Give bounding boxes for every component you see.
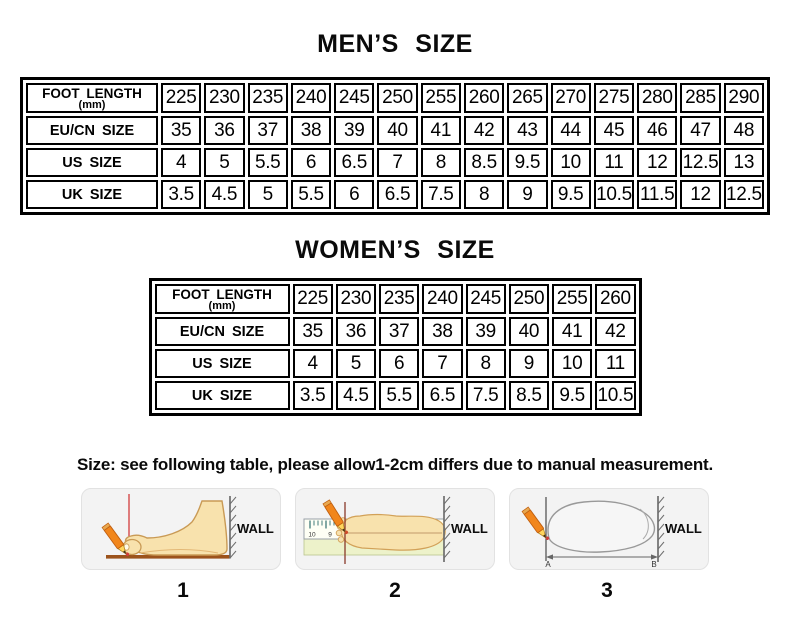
row-label: EU/CN SIZE <box>26 116 158 145</box>
womens-size-table <box>149 278 642 416</box>
measure-line <box>546 554 658 559</box>
mens-size-title: MEN’S SIZE <box>317 30 473 58</box>
size-cell: 255 <box>421 83 461 113</box>
size-cell: 235 <box>379 284 419 314</box>
size-cell: 13 <box>724 148 764 177</box>
size-cell: 230 <box>336 284 376 314</box>
size-cell: 5.5 <box>248 148 288 177</box>
wall-label: WALL <box>237 521 274 536</box>
measure-step1-illustration <box>82 489 280 569</box>
size-cell: 265 <box>507 83 547 113</box>
size-cell: 225 <box>293 284 333 314</box>
measure-step2-illustration <box>296 489 494 569</box>
size-cell: 4 <box>161 148 201 177</box>
foot-top-icon <box>336 515 445 551</box>
point-a-label: A <box>545 560 551 569</box>
size-cell: 245 <box>466 284 506 314</box>
row-label: US SIZE <box>155 349 290 378</box>
size-cell: 42 <box>595 317 635 346</box>
size-cell: 7.5 <box>421 180 461 209</box>
size-cell: 37 <box>248 116 288 145</box>
size-cell: 38 <box>422 317 462 346</box>
measure-steps <box>0 488 790 570</box>
wall-label: WALL <box>665 521 702 536</box>
row-label: EU/CN SIZE <box>155 317 290 346</box>
size-cell: 6.5 <box>377 180 417 209</box>
size-cell: 48 <box>724 116 764 145</box>
size-cell: 240 <box>291 83 331 113</box>
size-cell: 290 <box>724 83 764 113</box>
step1-number: 1 <box>177 579 189 602</box>
size-cell: 36 <box>336 317 376 346</box>
size-cell: 11.5 <box>637 180 677 209</box>
size-cell: 8 <box>466 349 506 378</box>
size-cell: 12 <box>637 148 677 177</box>
size-cell: 35 <box>293 317 333 346</box>
size-cell: 5 <box>248 180 288 209</box>
size-cell: 250 <box>509 284 549 314</box>
wall-label: WALL <box>451 521 488 536</box>
size-cell: 6.5 <box>422 381 462 410</box>
size-cell: 245 <box>334 83 374 113</box>
measurement-note: Size: see following table, please allow1-2cm differs due to manual measurement. <box>76 455 714 474</box>
size-cell: 12 <box>680 180 720 209</box>
row-label: UK SIZE <box>26 180 158 209</box>
wall-hatch-icon <box>230 496 236 559</box>
size-cell: 38 <box>291 116 331 145</box>
size-cell: 41 <box>421 116 461 145</box>
size-cell: 40 <box>377 116 417 145</box>
measure-step1-panel <box>81 488 281 570</box>
size-cell: 4.5 <box>204 180 244 209</box>
size-cell: 47 <box>680 116 720 145</box>
size-cell: 6 <box>379 349 419 378</box>
size-cell: 11 <box>595 349 635 378</box>
step-number-row <box>0 579 790 603</box>
measure-step3-illustration <box>510 489 708 569</box>
size-table-row <box>26 148 764 177</box>
size-cell: 10 <box>551 148 591 177</box>
size-cell: 44 <box>551 116 591 145</box>
size-cell: 9 <box>507 180 547 209</box>
size-cell: 285 <box>680 83 720 113</box>
size-table-row <box>155 381 636 410</box>
size-cell: 42 <box>464 116 504 145</box>
size-cell: 260 <box>464 83 504 113</box>
size-table-row <box>26 83 764 113</box>
size-cell: 37 <box>379 317 419 346</box>
size-cell: 12.5 <box>724 180 764 209</box>
size-table-row <box>155 284 636 314</box>
step3-number: 3 <box>601 579 613 602</box>
size-table-row <box>155 349 636 378</box>
size-cell: 230 <box>204 83 244 113</box>
size-cell: 7 <box>377 148 417 177</box>
size-cell: 260 <box>595 284 635 314</box>
size-cell: 4.5 <box>336 381 376 410</box>
size-cell: 5.5 <box>379 381 419 410</box>
size-cell: 9.5 <box>551 180 591 209</box>
size-cell: 7 <box>422 349 462 378</box>
size-cell: 240 <box>422 284 462 314</box>
size-cell: 5.5 <box>291 180 331 209</box>
size-cell: 45 <box>594 116 634 145</box>
size-cell: 12.5 <box>680 148 720 177</box>
size-cell: 9.5 <box>507 148 547 177</box>
ruler-number: 10 <box>308 531 316 539</box>
womens-size-title: WOMEN’S SIZE <box>295 236 495 264</box>
row-label: UK SIZE <box>155 381 290 410</box>
measure-step2-panel <box>295 488 495 570</box>
row-label: FOOT LENGTH (mm) <box>155 284 290 314</box>
size-cell: 9 <box>509 349 549 378</box>
size-cell: 3.5 <box>293 381 333 410</box>
step2-number: 2 <box>389 579 401 602</box>
size-cell: 280 <box>637 83 677 113</box>
size-cell: 5 <box>204 148 244 177</box>
size-cell: 7.5 <box>466 381 506 410</box>
row-label: FOOT LENGTH (mm) <box>26 83 158 113</box>
size-table-row <box>155 317 636 346</box>
mens-size-table <box>20 77 770 215</box>
size-cell: 6 <box>291 148 331 177</box>
size-cell: 8.5 <box>509 381 549 410</box>
size-cell: 255 <box>552 284 592 314</box>
size-cell: 43 <box>507 116 547 145</box>
size-cell: 9.5 <box>552 381 592 410</box>
size-cell: 10.5 <box>594 180 634 209</box>
size-table-row <box>26 116 764 145</box>
size-cell: 6 <box>334 180 374 209</box>
size-cell: 8 <box>421 148 461 177</box>
size-cell: 41 <box>552 317 592 346</box>
size-cell: 39 <box>334 116 374 145</box>
foot-side-icon <box>123 501 227 555</box>
size-cell: 3.5 <box>161 180 201 209</box>
size-cell: 225 <box>161 83 201 113</box>
size-cell: 8 <box>464 180 504 209</box>
size-cell: 36 <box>204 116 244 145</box>
size-cell: 35 <box>161 116 201 145</box>
row-label: US SIZE <box>26 148 158 177</box>
size-cell: 10 <box>552 349 592 378</box>
size-cell: 235 <box>248 83 288 113</box>
size-cell: 275 <box>594 83 634 113</box>
size-cell: 8.5 <box>464 148 504 177</box>
size-cell: 4 <box>293 349 333 378</box>
size-cell: 270 <box>551 83 591 113</box>
wall-hatch-icon <box>658 496 664 562</box>
size-cell: 11 <box>594 148 634 177</box>
size-cell: 39 <box>466 317 506 346</box>
size-cell: 46 <box>637 116 677 145</box>
measure-step3-panel <box>509 488 709 570</box>
size-cell: 250 <box>377 83 417 113</box>
point-b-label: B <box>651 560 657 569</box>
size-cell: 5 <box>336 349 376 378</box>
ruler-number: 9 <box>328 531 332 539</box>
size-table-row <box>26 180 764 209</box>
size-cell: 6.5 <box>334 148 374 177</box>
foot-outline-icon <box>548 501 654 552</box>
size-cell: 10.5 <box>595 381 635 410</box>
size-cell: 40 <box>509 317 549 346</box>
